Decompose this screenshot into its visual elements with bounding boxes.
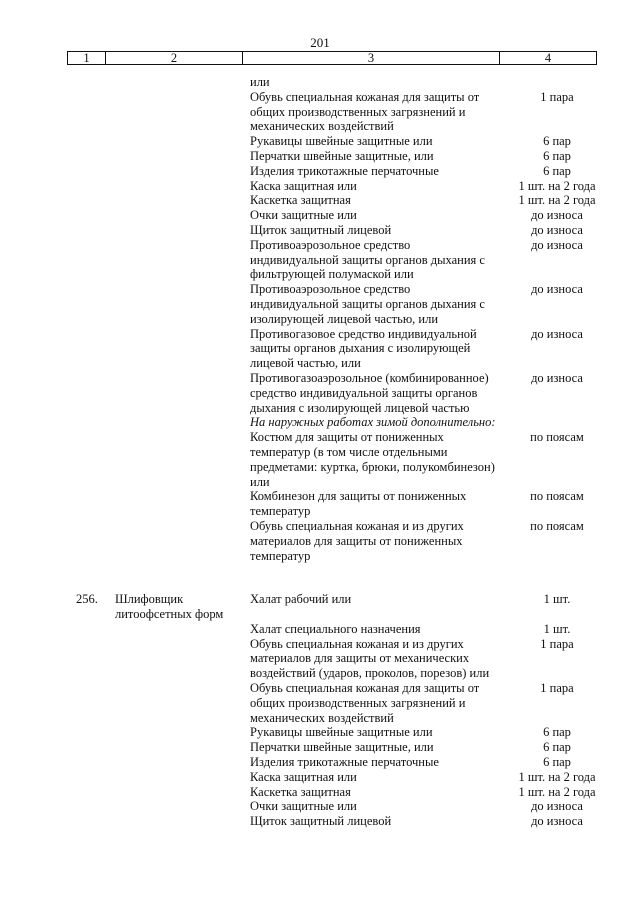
table-row <box>0 489 640 519</box>
issue-norm: до износа <box>531 799 583 814</box>
table-row <box>0 90 640 134</box>
issue-norm: 6 пар <box>543 163 571 178</box>
item-name: Каска защитная или <box>250 178 357 193</box>
item-name: Халат рабочий или <box>250 592 352 607</box>
item-name: Противогазоаэрозольное (комбинированное) средство индивидуальной защиты органов дыхания с изолирующей лицевой частью <box>250 370 489 415</box>
item-name: Очки защитные или <box>250 208 357 223</box>
item-name: Комбинезон для защиты от пониженных температур <box>250 489 467 519</box>
item-name: Каска защитная или <box>250 769 357 784</box>
issue-norm: 1 шт. <box>543 592 571 607</box>
table-row <box>0 785 640 800</box>
table-row <box>0 149 640 164</box>
item-name: Противоаэрозольное средство индивидуальной защиты органов дыхания с изолирующей лицевой частью, или <box>250 282 485 326</box>
issue-norm: по поясам <box>530 489 584 504</box>
table-row <box>0 238 640 282</box>
table-body <box>0 75 640 829</box>
issue-norm: 6 пар <box>543 755 571 770</box>
table-row <box>0 193 640 208</box>
item-name: Рукавицы швейные защитные или <box>250 134 433 149</box>
column-header-1: 1 <box>68 52 106 64</box>
item-name: Изделия трикотажные перчаточные <box>250 755 439 770</box>
issue-norm: 1 шт. на 2 года <box>518 784 596 799</box>
issue-norm: до износа <box>531 237 583 252</box>
column-header-row <box>67 51 597 65</box>
table-row <box>0 725 640 740</box>
item-name: На наружных работах зимой дополнительно: <box>250 415 496 430</box>
table-row <box>0 208 640 223</box>
issue-norm: 1 пара <box>540 636 574 651</box>
issue-norm: 1 шт. на 2 года <box>518 769 596 784</box>
table-row <box>0 740 640 755</box>
table-row <box>0 592 640 622</box>
table-row <box>0 371 640 415</box>
item-name: Каскетка защитная <box>250 784 351 799</box>
item-name: Халат специального назначения <box>250 621 421 636</box>
item-name: Обувь специальная кожаная для защиты от общих производственных загрязнений и механических воздействий <box>250 681 480 725</box>
number-cell: 256. <box>76 592 98 607</box>
table-row <box>0 164 640 179</box>
profession-cell: Шлифовщик литоофсетных форм <box>115 592 224 622</box>
item-name: Перчатки швейные защитные, или <box>250 740 434 755</box>
column-header-3: 3 <box>243 52 500 64</box>
issue-norm: 1 пара <box>540 89 574 104</box>
issue-norm: по поясам <box>530 430 584 445</box>
item-name: Рукавицы швейные защитные или <box>250 725 433 740</box>
issue-norm: 6 пар <box>543 148 571 163</box>
issue-norm: до износа <box>531 208 583 223</box>
issue-norm: до износа <box>531 370 583 385</box>
issue-norm: до износа <box>531 814 583 829</box>
table-row <box>0 799 640 814</box>
table-row <box>0 134 640 149</box>
table-row <box>0 430 640 489</box>
issue-norm: 6 пар <box>543 134 571 149</box>
item-name: Костюм для защиты от пониженных температур (в том числе отдельными предметами: куртка, брюки, полукомбинезон) или <box>250 430 495 489</box>
table-row <box>0 814 640 829</box>
issue-norm: 1 шт. на 2 года <box>518 178 596 193</box>
item-name: Щиток защитный лицевой <box>250 814 392 829</box>
issue-norm: до износа <box>531 222 583 237</box>
issue-norm: 1 шт. <box>543 621 571 636</box>
issue-norm: 1 пара <box>540 681 574 696</box>
issue-norm: 6 пар <box>543 740 571 755</box>
entry-256-block <box>0 592 640 829</box>
item-name: Противогазовое средство индивидуальной защиты органов дыхания с изолирующей лицевой частью, или <box>250 326 477 371</box>
item-name: Очки защитные или <box>250 799 357 814</box>
item-name: Изделия трикотажные перчаточные <box>250 163 439 178</box>
table-row <box>0 179 640 194</box>
issue-norm: 6 пар <box>543 725 571 740</box>
table-row <box>0 327 640 371</box>
table-row <box>0 415 640 430</box>
item-name: Обувь специальная кожаная и из других материалов для защиты от пониженных температур <box>250 518 464 563</box>
issue-norm: до износа <box>531 282 583 297</box>
item-name: Противоаэрозольное средство индивидуальной защиты органов дыхания с фильтрующей полумаской или <box>250 237 485 282</box>
column-header-2: 2 <box>106 52 243 64</box>
issue-norm: по поясам <box>530 518 584 533</box>
table-row <box>0 223 640 238</box>
page-number: 201 <box>310 35 330 50</box>
table-row <box>0 622 640 637</box>
item-name: Каскетка защитная <box>250 193 351 208</box>
item-name: Щиток защитный лицевой <box>250 222 392 237</box>
table-row <box>0 637 640 681</box>
entry-gap <box>0 563 640 592</box>
item-name: Перчатки швейные защитные, или <box>250 148 434 163</box>
table-row <box>0 519 640 563</box>
continued-items-block <box>0 75 640 563</box>
issue-norm: 1 шт. на 2 года <box>518 193 596 208</box>
table-row <box>0 681 640 725</box>
table-row <box>0 770 640 785</box>
column-header-4: 4 <box>544 51 552 65</box>
item-name: Обувь специальная кожаная для защиты от общих производственных загрязнений и механических воздействий <box>250 89 480 134</box>
item-name: Обувь специальная кожаная и из других материалов для защиты от механических воздействий (ударов, проколов, порезов) или <box>250 636 490 681</box>
table-row <box>0 282 640 326</box>
item-name: или <box>250 75 270 89</box>
issue-norm: до износа <box>531 326 583 341</box>
table-row <box>0 755 640 770</box>
table-row <box>0 75 640 90</box>
